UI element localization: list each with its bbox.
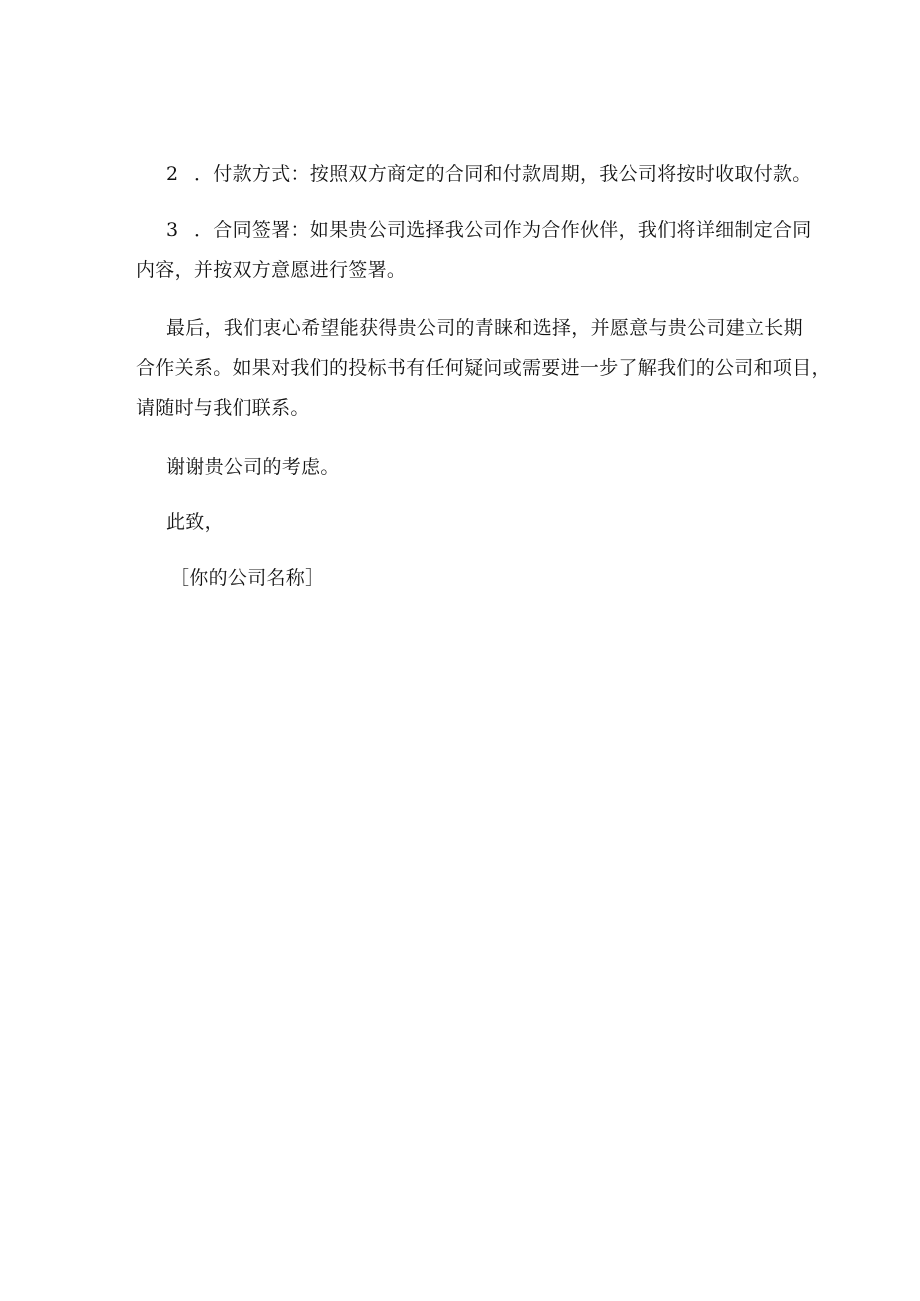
thanks-text: 谢谢贵公司的考虑。 — [166, 456, 340, 478]
payment-method-line — [136, 154, 812, 194]
item-number: 2 — [166, 163, 179, 185]
contract-signing-line-2: 内容，并按双方意愿进行签署。 — [136, 259, 407, 281]
closing-line-3: 请随时与我们联系。 — [136, 397, 310, 419]
payment-method-text: ．付款方式：按照双方商定的合同和付款周期，我公司将按时收取付款。 — [194, 163, 812, 185]
item-number: 3 — [166, 219, 179, 241]
thanks-line — [136, 447, 786, 487]
closing-paragraph — [136, 308, 831, 428]
contract-signing-item — [136, 210, 812, 290]
contract-signing-text-1: ．合同签署：如果贵公司选择我公司作为合作伙伴，我们将详细制定合同 — [194, 219, 812, 241]
company-name-placeholder: ［你的公司名称］ — [170, 567, 325, 589]
closing-line-1: 最后，我们衷心希望能获得贵公司的青睐和选择，并愿意与贵公司建立长期 — [166, 317, 803, 339]
payment-method-item — [136, 154, 812, 194]
signature-line — [136, 558, 786, 598]
contract-signing-line-1 — [136, 210, 812, 250]
salutation-text: 此致， — [166, 511, 224, 533]
salutation-line — [136, 502, 786, 542]
closing-line-2: 合作关系。如果对我们的投标书有任何疑问或需要进一步了解我们的公司和项目， — [136, 357, 831, 379]
